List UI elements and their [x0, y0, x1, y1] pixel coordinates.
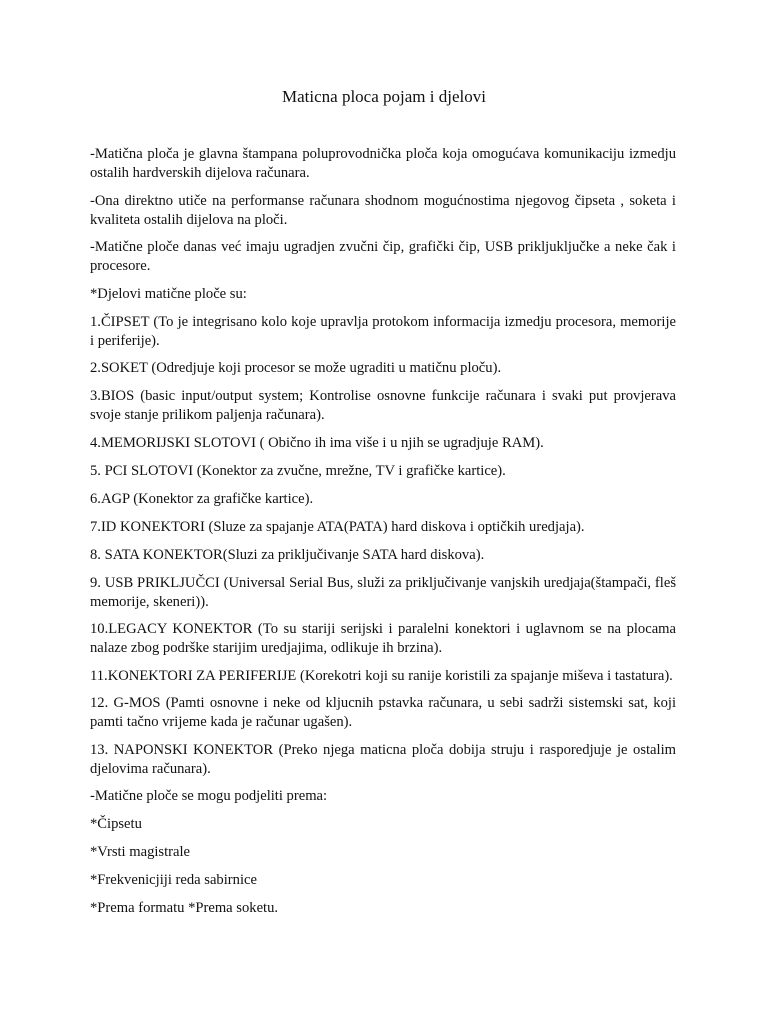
- paragraph-performance: -Ona direktno utiče na performanse računara shodnom mogućnostima njegovog čipseta , soketa i kvaliteta ostalih dijelova na ploči.: [90, 192, 676, 228]
- list-item-usb: 9. USB PRIKLJUČCI (Universal Serial Bus, služi za priključivanje vanjskih uredjaja(štampači, fleš memorije, skeneri)).: [90, 574, 676, 610]
- list-item-agp: 6.AGP (Konektor za grafičke kartice).: [90, 490, 314, 507]
- list-item-peripheral: 11.KONEKTORI ZA PERIFERIJE (Korekotri koji su ranije koristili za spajanje miševa i tastatura).: [90, 667, 673, 684]
- list-item-memory-slots: 4.MEMORIJSKI SLOTOVI ( Obično ih ima više i u njih se ugradjuje RAM).: [90, 434, 544, 451]
- paragraph-intro: -Matična ploča je glavna štampana poluprovodnička ploča koja omogućava komunikaciju izmedju ostalih hardverskih dijelova računara.: [90, 146, 676, 181]
- division-bus: *Vrsti magistrale: [90, 844, 191, 860]
- list-item-legacy: 10.LEGACY KONEKTOR (To su stariji serijski i paralelni konektori i uglavnom se na plocama nalaze zbog podrške starijim uredjajima, odlikuje ih brzina).: [90, 621, 676, 656]
- division-chipset: *Čipsetu: [90, 816, 142, 832]
- list-item-cmos: 12. G-MOS (Pamti osnovne i neke od kljucnih pstavka računara, u sebi sadrži sistemski sat, koji pamti tačno vrijeme kada je računar ugašen).: [90, 695, 676, 730]
- document-title: Maticna ploca pojam i djelovi: [282, 87, 486, 106]
- document-body: [90, 145, 676, 927]
- division-frequency: *Frekvenicjiji reda sabirnice: [90, 872, 257, 888]
- list-item-sata: 8. SATA KONEKTOR(Sluzi za priključivanje SATA hard diskova).: [90, 546, 485, 563]
- list-item-pci-slots: 5. PCI SLOTOVI (Konektor za zvučne, mrežne, TV i grafičke kartice).: [90, 462, 506, 479]
- list-item-socket: 2.SOKET (Odredjuje koji procesor se može ugraditi u matičnu ploču).: [90, 360, 502, 376]
- list-item-bios: 3.BIOS (basic input/output system; Kontrolise osnovne funkcije računara i svaki put provjerava svoje stanje prilikom paljenja računara).: [90, 388, 676, 423]
- list-item-power: 13. NAPONSKI KONEKTOR (Preko njega maticna ploča dobija struju i rasporedjuje je ostalim djelovima računara).: [90, 741, 676, 777]
- paragraph-integrated: -Matične ploče danas već imaju ugradjen zvučni čip, grafički čip, USB prikljuklјučke a neke čak i procesore.: [90, 239, 676, 274]
- list-item-chipset: 1.ČIPSET (To je integrisano kolo koje upravlja protokom informacija izmedju procesora, memorije i periferije).: [90, 313, 676, 349]
- parts-heading: *Djelovi matične ploče su:: [90, 285, 247, 302]
- list-item-id-connectors: 7.ID KONEKTORI (Sluze za spajanje ATA(PATA) hard diskova i optičkih uredjaja).: [90, 518, 585, 535]
- division-format-socket: *Prema formatu *Prema soketu.: [90, 900, 279, 916]
- division-heading: -Matične ploče se mogu podjeliti prema:: [90, 788, 328, 804]
